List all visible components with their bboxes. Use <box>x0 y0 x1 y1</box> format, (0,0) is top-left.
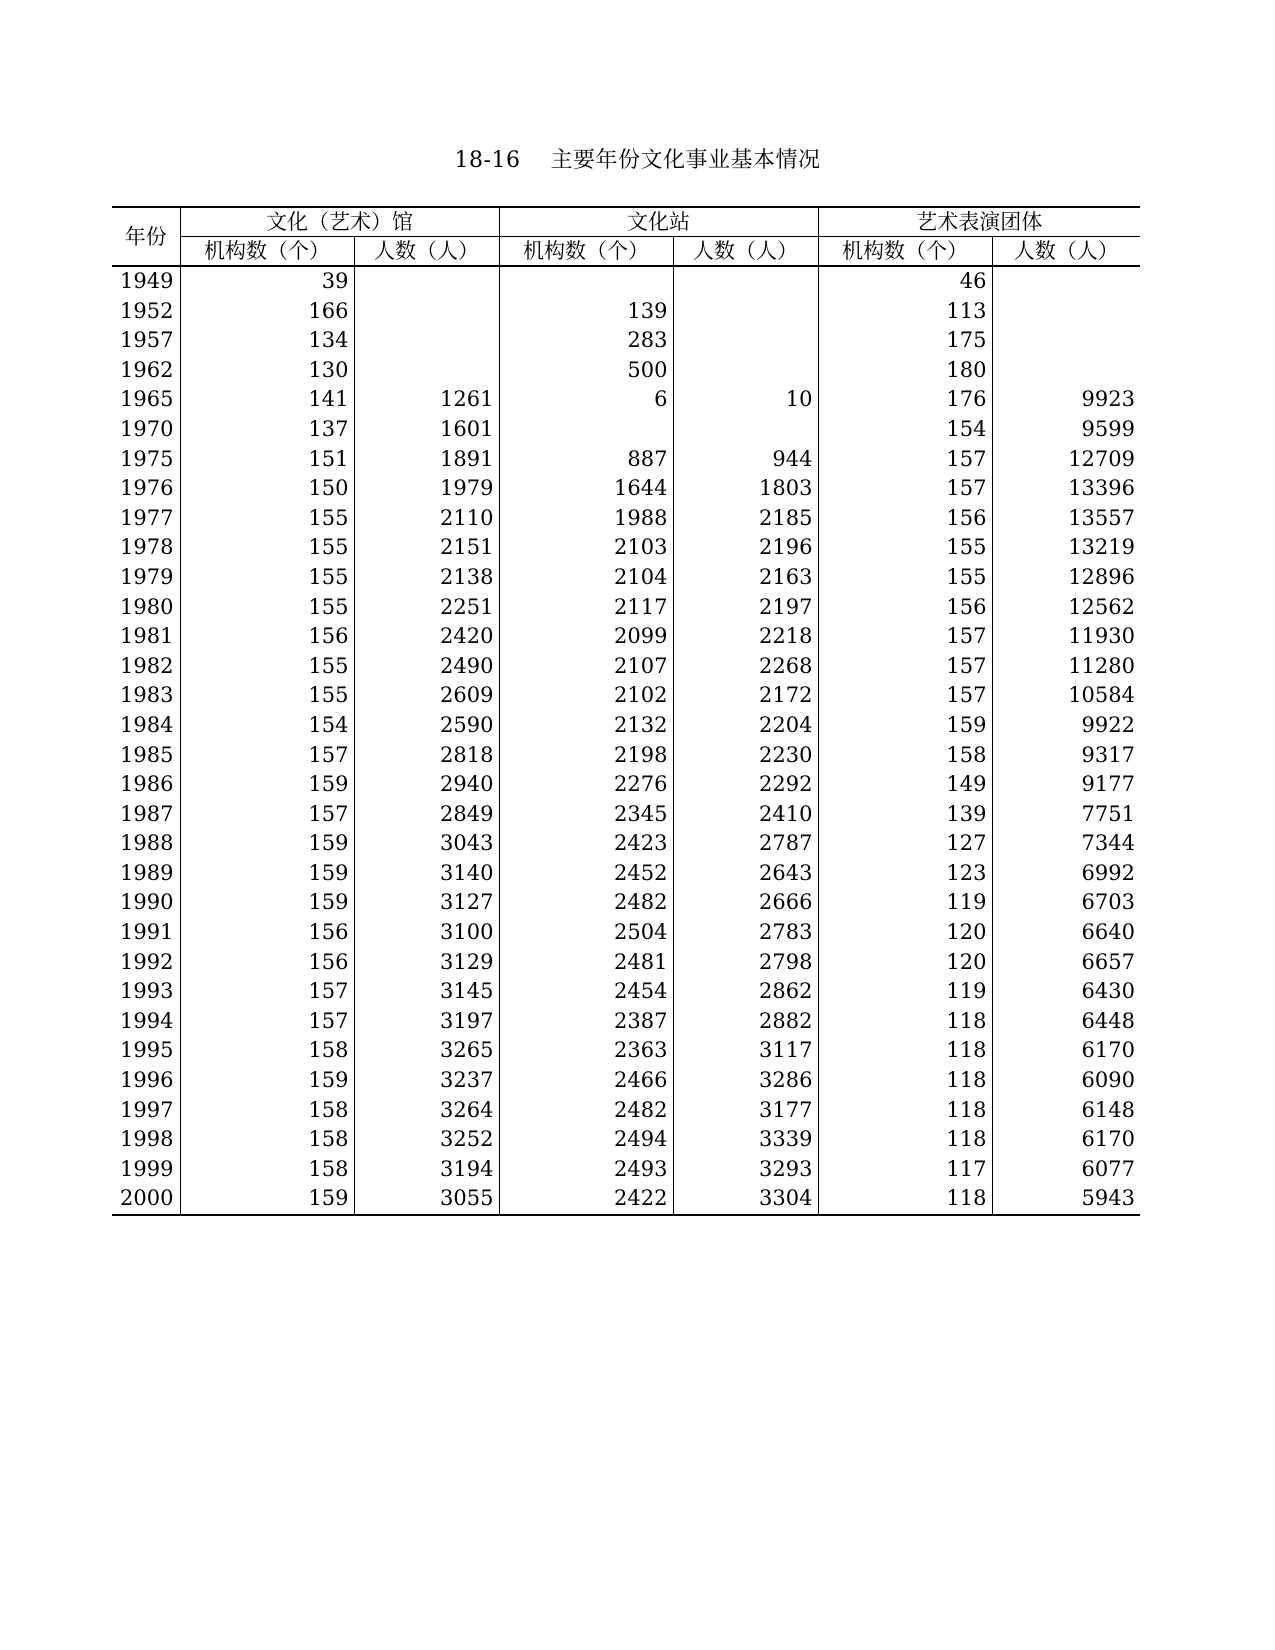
station-institutions-cell: 2493 <box>499 1155 673 1185</box>
troupe-people-cell: 7751 <box>992 800 1140 830</box>
station-institutions-cell: 500 <box>499 356 673 386</box>
station-people-cell <box>673 297 818 327</box>
header-group-cultural-center: 文化（艺术）馆 <box>180 207 499 237</box>
table-row <box>112 918 1140 948</box>
year-cell: 1962 <box>120 357 174 382</box>
station-institutions-cell: 139 <box>499 297 673 327</box>
troupe-institutions-cell: 120 <box>818 948 992 978</box>
center-people-cell: 2609 <box>354 681 499 711</box>
station-institutions-cell: 6 <box>499 385 673 415</box>
troupe-institutions-cell: 157 <box>818 445 992 475</box>
year-cell: 1995 <box>120 1038 174 1063</box>
troupe-people-cell <box>992 297 1140 327</box>
troupe-people-cell: 6148 <box>992 1096 1140 1126</box>
year-cell: 1997 <box>120 1097 174 1122</box>
station-people-cell: 2882 <box>673 1007 818 1037</box>
troupe-people-cell: 6448 <box>992 1007 1140 1037</box>
station-people-cell: 2783 <box>673 918 818 948</box>
table-row <box>112 1155 1140 1185</box>
station-people-cell: 2204 <box>673 711 818 741</box>
troupe-people-cell: 9177 <box>992 770 1140 800</box>
station-people-cell <box>673 326 818 356</box>
troupe-people-cell: 6703 <box>992 888 1140 918</box>
center-institutions-cell: 157 <box>180 741 354 771</box>
troupe-institutions-cell: 118 <box>818 1096 992 1126</box>
table-row <box>112 652 1140 682</box>
table-row <box>112 977 1140 1007</box>
center-institutions-cell: 151 <box>180 445 354 475</box>
center-institutions-cell: 155 <box>180 533 354 563</box>
station-institutions-cell: 2103 <box>499 533 673 563</box>
center-institutions-cell: 166 <box>180 297 354 327</box>
troupe-people-cell: 9922 <box>992 711 1140 741</box>
center-institutions-cell: 39 <box>180 266 354 297</box>
station-institutions-cell: 2504 <box>499 918 673 948</box>
troupe-institutions-cell: 180 <box>818 356 992 386</box>
year-cell: 1970 <box>120 416 174 441</box>
station-institutions-cell: 887 <box>499 445 673 475</box>
center-people-cell: 3197 <box>354 1007 499 1037</box>
year-cell: 1998 <box>120 1127 174 1152</box>
table-row <box>112 1184 1140 1215</box>
station-institutions-cell: 2276 <box>499 770 673 800</box>
center-people-cell: 3055 <box>354 1184 499 1215</box>
station-people-cell <box>673 266 818 297</box>
station-institutions-cell: 2102 <box>499 681 673 711</box>
center-institutions-cell: 155 <box>180 681 354 711</box>
troupe-people-cell: 9923 <box>992 385 1140 415</box>
center-people-cell: 2420 <box>354 622 499 652</box>
center-institutions-cell: 155 <box>180 504 354 534</box>
center-institutions-cell: 158 <box>180 1155 354 1185</box>
center-people-cell: 2818 <box>354 741 499 771</box>
center-people-cell: 3140 <box>354 859 499 889</box>
year-cell: 1994 <box>120 1008 174 1033</box>
troupe-people-cell <box>992 326 1140 356</box>
troupe-institutions-cell: 159 <box>818 711 992 741</box>
center-people-cell <box>354 297 499 327</box>
table-row <box>112 1036 1140 1066</box>
header-people: 人数（人） <box>354 237 499 267</box>
table-row <box>112 533 1140 563</box>
troupe-institutions-cell: 123 <box>818 859 992 889</box>
troupe-institutions-cell: 118 <box>818 1066 992 1096</box>
center-people-cell: 3145 <box>354 977 499 1007</box>
table-row <box>112 445 1140 475</box>
center-people-cell: 3264 <box>354 1096 499 1126</box>
center-people-cell: 3129 <box>354 948 499 978</box>
year-cell: 1999 <box>120 1156 174 1181</box>
station-institutions-cell: 2466 <box>499 1066 673 1096</box>
center-institutions-cell: 159 <box>180 1066 354 1096</box>
troupe-people-cell: 9599 <box>992 415 1140 445</box>
center-people-cell: 1261 <box>354 385 499 415</box>
center-people-cell <box>354 356 499 386</box>
troupe-institutions-cell: 117 <box>818 1155 992 1185</box>
year-cell: 1985 <box>120 742 174 767</box>
year-cell: 1949 <box>120 269 174 293</box>
troupe-institutions-cell: 157 <box>818 681 992 711</box>
center-people-cell: 2590 <box>354 711 499 741</box>
center-people-cell: 3127 <box>354 888 499 918</box>
table-row <box>112 266 1140 297</box>
troupe-people-cell: 6430 <box>992 977 1140 1007</box>
center-people-cell: 2138 <box>354 563 499 593</box>
table-row <box>112 326 1140 356</box>
troupe-people-cell: 6170 <box>992 1125 1140 1155</box>
station-people-cell: 2666 <box>673 888 818 918</box>
center-institutions-cell: 159 <box>180 859 354 889</box>
troupe-institutions-cell: 156 <box>818 593 992 623</box>
troupe-people-cell: 6077 <box>992 1155 1140 1185</box>
year-cell: 1981 <box>120 624 174 649</box>
station-people-cell: 2292 <box>673 770 818 800</box>
year-cell: 1977 <box>120 505 174 530</box>
table-row <box>112 356 1140 386</box>
center-institutions-cell: 156 <box>180 918 354 948</box>
table-row <box>112 948 1140 978</box>
center-people-cell: 2490 <box>354 652 499 682</box>
troupe-institutions-cell: 155 <box>818 563 992 593</box>
year-cell: 1992 <box>120 949 174 974</box>
year-cell: 1991 <box>120 920 174 945</box>
year-cell: 1982 <box>120 653 174 678</box>
year-cell: 1993 <box>120 979 174 1004</box>
troupe-institutions-cell: 118 <box>818 1007 992 1037</box>
troupe-institutions-cell: 118 <box>818 1184 992 1215</box>
year-cell: 1996 <box>120 1068 174 1093</box>
center-people-cell: 2151 <box>354 533 499 563</box>
station-people-cell: 944 <box>673 445 818 475</box>
year-cell: 1978 <box>120 535 174 560</box>
center-institutions-cell: 159 <box>180 1184 354 1215</box>
center-institutions-cell: 154 <box>180 711 354 741</box>
table-row <box>112 800 1140 830</box>
page-title: 18-16 主要年份文化事业基本情况 <box>454 148 821 173</box>
center-institutions-cell: 159 <box>180 829 354 859</box>
center-people-cell <box>354 266 499 297</box>
year-cell: 1980 <box>120 594 174 619</box>
center-institutions-cell: 137 <box>180 415 354 445</box>
station-people-cell: 2196 <box>673 533 818 563</box>
table-row <box>112 711 1140 741</box>
troupe-institutions-cell: 119 <box>818 888 992 918</box>
station-people-cell: 3304 <box>673 1184 818 1215</box>
station-institutions-cell: 2494 <box>499 1125 673 1155</box>
station-institutions-cell: 2482 <box>499 1096 673 1126</box>
station-people-cell: 2410 <box>673 800 818 830</box>
center-institutions-cell: 156 <box>180 948 354 978</box>
station-institutions-cell: 2132 <box>499 711 673 741</box>
center-institutions-cell: 130 <box>180 356 354 386</box>
year-cell: 1988 <box>120 831 174 856</box>
year-cell: 1987 <box>120 801 174 826</box>
troupe-people-cell: 13219 <box>992 533 1140 563</box>
table-row <box>112 741 1140 771</box>
station-people-cell: 2197 <box>673 593 818 623</box>
header-people: 人数（人） <box>673 237 818 267</box>
year-cell: 2000 <box>112 1184 180 1215</box>
troupe-institutions-cell: 175 <box>818 326 992 356</box>
station-institutions-cell: 2107 <box>499 652 673 682</box>
station-institutions-cell: 2482 <box>499 888 673 918</box>
station-people-cell <box>673 415 818 445</box>
station-people-cell: 10 <box>673 385 818 415</box>
center-people-cell: 1979 <box>354 474 499 504</box>
year-cell: 1975 <box>120 446 174 471</box>
center-institutions-cell: 157 <box>180 800 354 830</box>
troupe-institutions-cell: 155 <box>818 533 992 563</box>
station-people-cell: 3177 <box>673 1096 818 1126</box>
station-institutions-cell <box>499 266 673 297</box>
station-people-cell: 2230 <box>673 741 818 771</box>
center-people-cell: 2110 <box>354 504 499 534</box>
center-institutions-cell: 158 <box>180 1096 354 1126</box>
station-people-cell: 2218 <box>673 622 818 652</box>
header-people: 人数（人） <box>992 237 1140 267</box>
troupe-people-cell: 12562 <box>992 593 1140 623</box>
center-institutions-cell: 157 <box>180 1007 354 1037</box>
header-group-cultural-station: 文化站 <box>499 207 818 237</box>
center-people-cell: 2251 <box>354 593 499 623</box>
table-row <box>112 563 1140 593</box>
header-institutions: 机构数（个） <box>818 237 992 267</box>
center-people-cell: 3265 <box>354 1036 499 1066</box>
table-row <box>112 504 1140 534</box>
station-people-cell <box>673 356 818 386</box>
year-cell: 1957 <box>120 328 174 353</box>
center-institutions-cell: 159 <box>180 888 354 918</box>
header-group-performing-troupes: 艺术表演团体 <box>818 207 1140 237</box>
troupe-people-cell: 7344 <box>992 829 1140 859</box>
troupe-institutions-cell: 149 <box>818 770 992 800</box>
table-row <box>112 829 1140 859</box>
station-people-cell: 2172 <box>673 681 818 711</box>
station-institutions-cell: 2099 <box>499 622 673 652</box>
troupe-people-cell: 6992 <box>992 859 1140 889</box>
troupe-institutions-cell: 176 <box>818 385 992 415</box>
station-institutions-cell <box>499 415 673 445</box>
troupe-people-cell: 6090 <box>992 1066 1140 1096</box>
station-institutions-cell: 2454 <box>499 977 673 1007</box>
station-institutions-cell: 1644 <box>499 474 673 504</box>
troupe-people-cell <box>992 266 1140 297</box>
station-people-cell: 3339 <box>673 1125 818 1155</box>
station-institutions-cell: 1988 <box>499 504 673 534</box>
troupe-institutions-cell: 157 <box>818 474 992 504</box>
troupe-institutions-cell: 157 <box>818 652 992 682</box>
table-row <box>112 1125 1140 1155</box>
troupe-institutions-cell: 46 <box>818 266 992 297</box>
station-institutions-cell: 2481 <box>499 948 673 978</box>
table-row <box>112 297 1140 327</box>
troupe-institutions-cell: 156 <box>818 504 992 534</box>
station-people-cell: 3117 <box>673 1036 818 1066</box>
center-institutions-cell: 150 <box>180 474 354 504</box>
center-institutions-cell: 158 <box>180 1125 354 1155</box>
center-institutions-cell: 159 <box>180 770 354 800</box>
culture-statistics-table <box>112 206 1140 1216</box>
troupe-people-cell: 11280 <box>992 652 1140 682</box>
year-cell: 1976 <box>120 476 174 501</box>
table-row <box>112 859 1140 889</box>
troupe-institutions-cell: 139 <box>818 800 992 830</box>
troupe-institutions-cell: 127 <box>818 829 992 859</box>
station-people-cell: 3286 <box>673 1066 818 1096</box>
troupe-people-cell: 6170 <box>992 1036 1140 1066</box>
troupe-institutions-cell: 120 <box>818 918 992 948</box>
center-institutions-cell: 158 <box>180 1036 354 1066</box>
station-people-cell: 2643 <box>673 859 818 889</box>
troupe-institutions-cell: 113 <box>818 297 992 327</box>
station-people-cell: 2798 <box>673 948 818 978</box>
center-people-cell: 2849 <box>354 800 499 830</box>
header-institutions: 机构数（个） <box>499 237 673 267</box>
station-institutions-cell: 2422 <box>499 1184 673 1215</box>
table-row <box>112 1096 1140 1126</box>
station-people-cell: 2163 <box>673 563 818 593</box>
center-people-cell: 3194 <box>354 1155 499 1185</box>
center-institutions-cell: 155 <box>180 652 354 682</box>
year-cell: 1990 <box>120 890 174 915</box>
station-people-cell: 2185 <box>673 504 818 534</box>
year-cell: 1986 <box>120 772 174 797</box>
troupe-institutions-cell: 118 <box>818 1125 992 1155</box>
table-row <box>112 622 1140 652</box>
troupe-institutions-cell: 118 <box>818 1036 992 1066</box>
year-cell: 1952 <box>120 298 174 323</box>
header-year: 年份 <box>112 207 180 266</box>
table-row <box>112 474 1140 504</box>
station-institutions-cell: 2345 <box>499 800 673 830</box>
header-institutions: 机构数（个） <box>180 237 354 267</box>
table-body <box>112 266 1140 1215</box>
table-row <box>112 593 1140 623</box>
center-people-cell: 1601 <box>354 415 499 445</box>
troupe-people-cell: 6657 <box>992 948 1140 978</box>
troupe-people-cell <box>992 356 1140 386</box>
center-institutions-cell: 155 <box>180 593 354 623</box>
center-institutions-cell: 157 <box>180 977 354 1007</box>
table-row <box>112 1066 1140 1096</box>
station-institutions-cell: 2387 <box>499 1007 673 1037</box>
year-cell: 1984 <box>120 712 174 737</box>
center-institutions-cell: 134 <box>180 326 354 356</box>
center-people-cell: 1891 <box>354 445 499 475</box>
troupe-people-cell: 6640 <box>992 918 1140 948</box>
table-row <box>112 415 1140 445</box>
station-institutions-cell: 2117 <box>499 593 673 623</box>
troupe-people-cell: 12896 <box>992 563 1140 593</box>
troupe-institutions-cell: 119 <box>818 977 992 1007</box>
troupe-people-cell: 10584 <box>992 681 1140 711</box>
troupe-people-cell: 12709 <box>992 445 1140 475</box>
station-people-cell: 3293 <box>673 1155 818 1185</box>
station-people-cell: 2787 <box>673 829 818 859</box>
center-institutions-cell: 155 <box>180 563 354 593</box>
troupe-institutions-cell: 157 <box>818 622 992 652</box>
table-row <box>112 888 1140 918</box>
troupe-people-cell: 11930 <box>992 622 1140 652</box>
center-institutions-cell: 156 <box>180 622 354 652</box>
troupe-institutions-cell: 158 <box>818 741 992 771</box>
center-people-cell: 3252 <box>354 1125 499 1155</box>
station-institutions-cell: 2423 <box>499 829 673 859</box>
station-people-cell: 1803 <box>673 474 818 504</box>
year-cell: 1983 <box>120 683 174 708</box>
center-people-cell <box>354 326 499 356</box>
center-people-cell: 3237 <box>354 1066 499 1096</box>
station-institutions-cell: 283 <box>499 326 673 356</box>
center-people-cell: 3100 <box>354 918 499 948</box>
year-cell: 1965 <box>120 387 174 412</box>
center-institutions-cell: 141 <box>180 385 354 415</box>
station-institutions-cell: 2104 <box>499 563 673 593</box>
table-row <box>112 681 1140 711</box>
station-institutions-cell: 2198 <box>499 741 673 771</box>
year-cell: 1989 <box>120 860 174 885</box>
center-people-cell: 3043 <box>354 829 499 859</box>
table-row <box>112 385 1140 415</box>
troupe-people-cell: 13396 <box>992 474 1140 504</box>
table-row <box>112 1007 1140 1037</box>
troupe-people-cell: 9317 <box>992 741 1140 771</box>
station-institutions-cell: 2363 <box>499 1036 673 1066</box>
troupe-institutions-cell: 154 <box>818 415 992 445</box>
troupe-people-cell: 5943 <box>992 1184 1140 1215</box>
troupe-people-cell: 13557 <box>992 504 1140 534</box>
table-row <box>112 770 1140 800</box>
station-people-cell: 2268 <box>673 652 818 682</box>
center-people-cell: 2940 <box>354 770 499 800</box>
station-people-cell: 2862 <box>673 977 818 1007</box>
station-institutions-cell: 2452 <box>499 859 673 889</box>
year-cell: 1979 <box>120 564 174 589</box>
